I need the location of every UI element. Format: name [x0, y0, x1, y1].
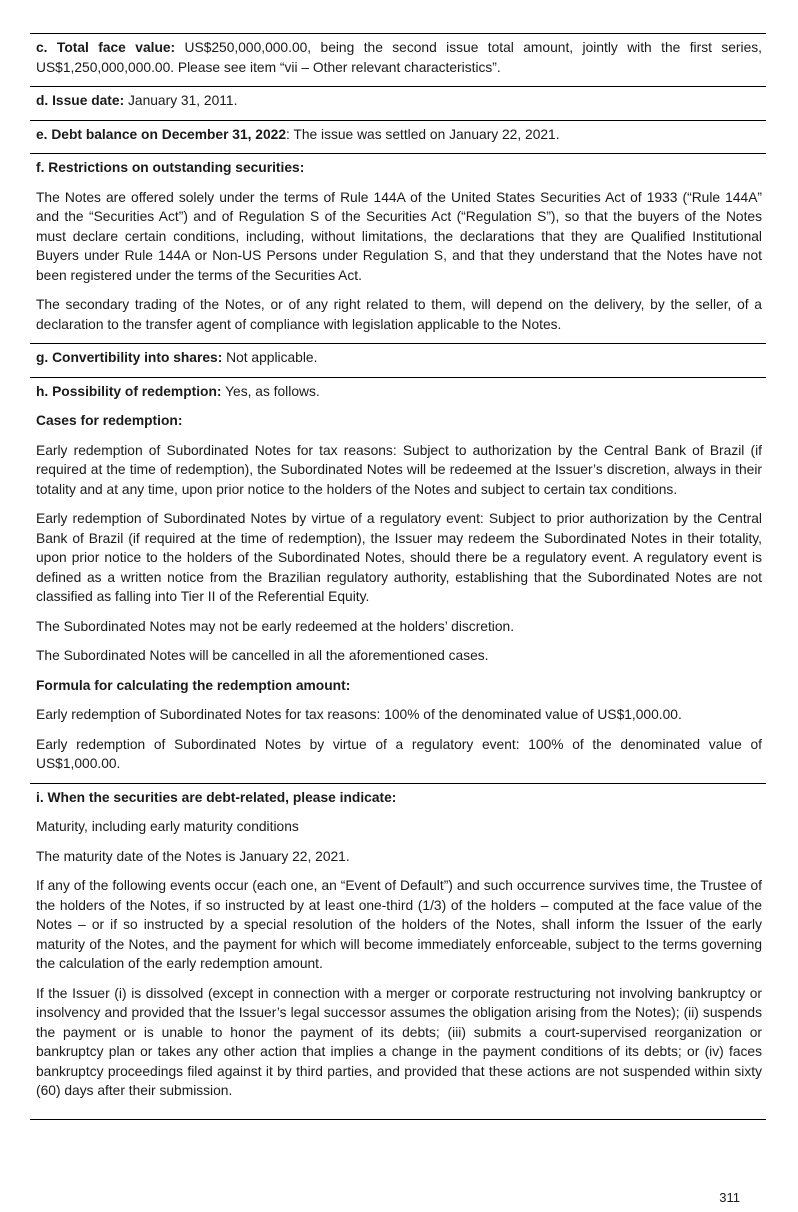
section-h-intro: [36, 382, 762, 402]
section-e-intro: [36, 125, 762, 145]
section-c-intro: [36, 38, 762, 77]
section-h-row: [30, 377, 766, 783]
section-d-label: d. Issue date:: [36, 93, 125, 108]
section-g-label: g. Convertibility into shares:: [36, 350, 223, 365]
paragraph: Early redemption of Subordinated Notes by virtue of a regulatory event: 100% of the denominated value of US$1,000.00.: [36, 736, 762, 771]
document-page: [30, 33, 766, 1120]
paragraph: Early redemption of Subordinated Notes by virtue of a regulatory event: Subject to prior authorization by the Central Bank of Brazil (if required at the time of redemption), the Issuer may redeem the Subordinated Notes in their totality, upon prior notice to the holders of the Subordinated Notes, should there be a regulatory event. A regulatory event is defined as a written notice from the Brazilian regulatory authority, establishing that the Subordinated Notes are not classified as falling into Tier II of the Referential Equity.: [36, 511, 762, 604]
paragraph: The Subordinated Notes will be cancelled in all the aforementioned cases.: [36, 648, 489, 663]
paragraph: The Subordinated Notes may not be early redeemed at the holders’ discretion.: [36, 618, 515, 634]
paragraph: The secondary trading of the Notes, or of any right related to them, will depend on the delivery, by the seller, of a declaration to the transfer agent of compliance with legislation applicable to the Notes.: [36, 297, 762, 332]
section-c-row: [30, 33, 766, 86]
section-d-row: [30, 86, 766, 120]
section-e-row: [30, 120, 766, 154]
section-c-label: c. Total face value:: [36, 40, 176, 55]
section-g-intro: [36, 348, 762, 368]
page-number: 311: [719, 1190, 740, 1205]
section-d-text: January 31, 2011.: [124, 93, 238, 108]
subheading-formula-redemption-amount: Formula for calculating the redemption amount:: [36, 677, 351, 693]
section-i-row: [30, 783, 766, 1120]
section-i-label: i. When the securities are debt-related, please indicate:: [36, 789, 397, 805]
paragraph: If any of the following events occur (each one, an “Event of Default”) and such occurrence survives time, the Trustee of the holders of the Notes, if so instructed by at least one-third (1/3) of the holders – computed at the face value of the Notes – or if so instructed by a special resolution of the holders of the Notes, shall inform the Issuer of the early maturity of the Notes, and the payment for which will become immediately enforceable, subject to the terms governing the calculation of the early redemption amount.: [36, 878, 762, 971]
section-f-intro: [36, 158, 762, 178]
paragraph: Maturity, including early maturity conditions: [36, 819, 299, 834]
paragraph: The Notes are offered solely under the terms of Rule 144A of the United States Securities Act of 1933 (“Rule 144A” and the “Securities Act”) and of Regulation S of the Securities Act (“Regulation S”), so that the buyers of the Notes must declare certain conditions, including, without limitations, the declarations that they are Qualified Institutional Buyers under Rule 144A or Non-US Persons under Regulation S, and that they understand that the Notes have not been registered under the terms of the Securities Act.: [36, 189, 762, 283]
section-h-label: h. Possibility of redemption:: [36, 383, 222, 399]
paragraph: Early redemption of Subordinated Notes for tax reasons: Subject to authorization by the Central Bank of Brazil (if required at the time of redemption), the Subordinated Notes will be redeemed at the Issuer’s discretion, always in their totality and at any time, upon prior notice to the holders of the Notes and subject to certain tax conditions.: [36, 442, 762, 497]
paragraph: Early redemption of Subordinated Notes for tax reasons: 100% of the denominated value of US$1,000.00.: [36, 707, 682, 722]
section-f-row: [30, 153, 766, 343]
section-g-text: Not applicable.: [222, 350, 318, 365]
section-c-text: US$250,000,000.00, being the second issue total amount, jointly with the first series, US$1,250,000,000.00. Please see item “vii – Other relevant characteristics”.: [36, 40, 762, 75]
paragraph: If the Issuer (i) is dissolved (except in connection with a merger or corporate restructuring not involving bankruptcy or insolvency and provided that the Issuer’s legal successor assumes the obligation arising from the Notes); (ii) suspends the payment or is unable to honor the payment of its debts; (iii) submits a court-supervised reorganization or bankruptcy plan or takes any other action that implies a change in the payment conditions of its debts; or (iv) faces bankruptcy proceedings filed against it by third parties, and provided that these actions are not suspended within sixty (60) days after their submission.: [36, 985, 762, 1098]
subheading-cases-for-redemption: Cases for redemption:: [36, 413, 183, 428]
section-d-intro: [36, 91, 762, 111]
section-e-label: e. Debt balance on December 31, 2022: [36, 126, 286, 142]
section-i-intro: [36, 788, 762, 808]
paragraph: The maturity date of the Notes is January 22, 2021.: [36, 848, 350, 864]
section-f-label: f. Restrictions on outstanding securities:: [36, 160, 305, 175]
section-g-row: [30, 343, 766, 377]
section-h-text: Yes, as follows.: [221, 383, 320, 399]
section-e-text: : The issue was settled on January 22, 2021.: [286, 126, 560, 142]
